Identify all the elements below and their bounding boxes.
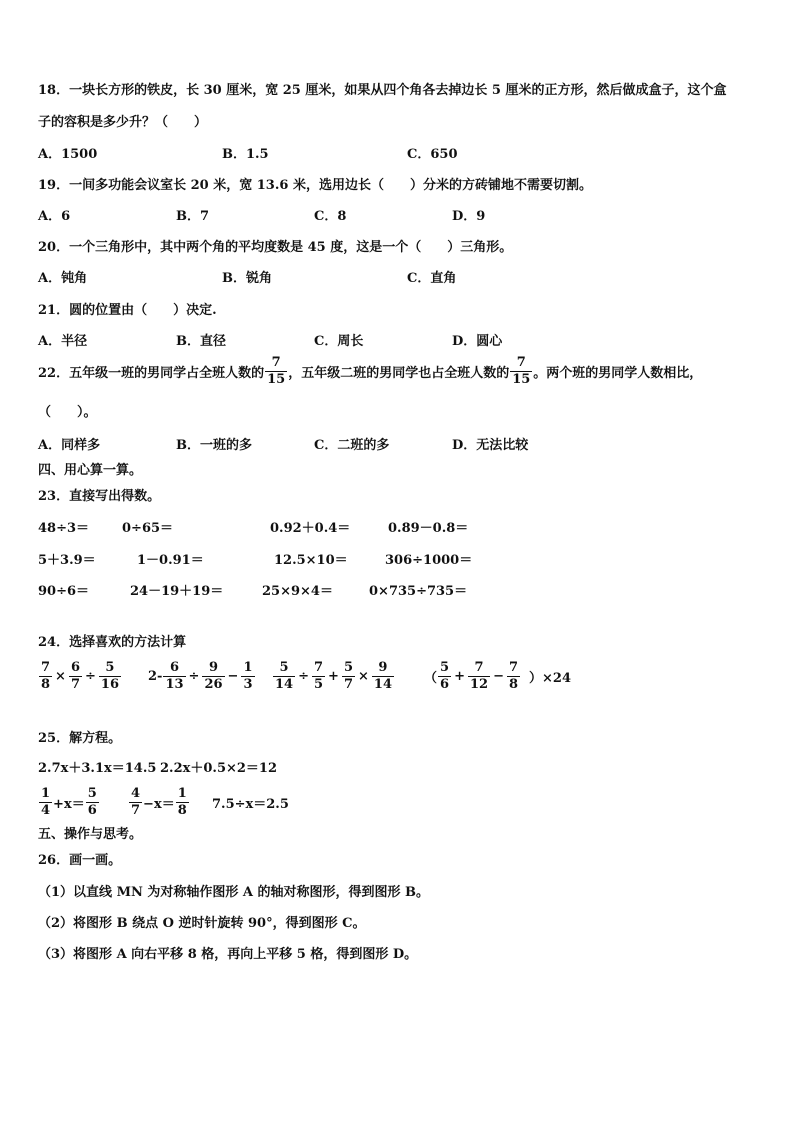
q25-equation: 2.2x＋0.5×2＝12 xyxy=(160,761,278,776)
numerator: 5 xyxy=(87,786,97,801)
prefix: 2- xyxy=(148,669,163,684)
denominator: 6 xyxy=(440,677,450,692)
numerator: 9 xyxy=(372,660,394,677)
numerator: 5 xyxy=(440,660,450,675)
prefix: （ xyxy=(424,671,438,686)
fraction xyxy=(312,660,325,693)
fraction xyxy=(241,660,254,693)
q22-part2: ，五年级二班的男同学也占全班人数的 xyxy=(288,366,510,381)
numerator: 5 xyxy=(273,660,295,677)
numerator: 6 xyxy=(70,660,80,675)
fraction xyxy=(39,660,52,693)
q23-cell: 24－19＋19＝ xyxy=(130,584,224,599)
q18-option-c: C．650 xyxy=(407,147,458,162)
q24-title: 24．选择喜欢的方法计算 xyxy=(38,635,187,650)
q22-fraction-1 xyxy=(265,355,287,388)
denominator: 4 xyxy=(41,803,51,818)
numerator: 7 xyxy=(314,660,324,675)
q25-equation: 7.5÷x＝2.5 xyxy=(212,797,289,812)
q22-option-d: D．无法比较 xyxy=(452,438,529,453)
operator: + xyxy=(454,669,465,684)
operator: + xyxy=(328,669,339,684)
fraction xyxy=(39,786,52,819)
fraction xyxy=(163,660,185,693)
fraction xyxy=(69,660,82,693)
numerator: 9 xyxy=(202,660,224,677)
equation-middle: +x＝ xyxy=(53,797,85,812)
denominator: 26 xyxy=(204,677,223,692)
q22-text-line1 xyxy=(38,355,702,388)
q22-line2: （ ）。 xyxy=(38,405,97,420)
operator: − xyxy=(227,669,239,684)
numerator: 1 xyxy=(177,786,187,801)
q18-option-a: A．1500 xyxy=(38,147,98,162)
q23-cell: 306÷1000＝ xyxy=(385,553,473,568)
q23-title: 23．直接写出得数。 xyxy=(38,489,161,504)
denominator: 7 xyxy=(343,677,353,692)
operator: ÷ xyxy=(188,669,200,684)
fraction xyxy=(86,786,99,819)
denominator: 15 xyxy=(512,372,531,387)
fraction xyxy=(202,660,224,693)
fraction xyxy=(507,660,520,693)
q19-text: 19．一间多功能会议室长 20 米，宽 13.6 米，选用边长（ ）分米的方砖铺地不需要切割。 xyxy=(38,178,592,193)
fraction xyxy=(342,660,355,693)
numerator: 7 xyxy=(508,660,519,675)
q21-option-d: D．圆心 xyxy=(452,334,503,349)
fraction xyxy=(99,660,121,693)
q23-cell: 48÷3＝ xyxy=(38,521,90,536)
q26-item-3: （3）将图形 A 向右平移 8 格，再向上平移 5 格，得到图形 D。 xyxy=(38,947,418,962)
q19-option-a: A．6 xyxy=(38,209,71,224)
numerator: 5 xyxy=(343,660,353,675)
equation-middle: −x＝ xyxy=(143,797,175,812)
denominator: 3 xyxy=(243,677,253,692)
q22-option-a: A．同样多 xyxy=(38,438,101,453)
q19-option-b: B．7 xyxy=(176,209,210,224)
numerator: 4 xyxy=(131,786,141,801)
operator: × xyxy=(358,669,369,684)
q24-expression-1 xyxy=(38,660,122,693)
q25-title: 25．解方程。 xyxy=(38,731,122,746)
q20-option-c: C．直角 xyxy=(407,271,457,286)
q18-option-b: B．1.5 xyxy=(222,147,269,162)
denominator: 7 xyxy=(70,677,80,692)
q23-cell: 0.89－0.8＝ xyxy=(388,521,469,536)
q24-expression-4 xyxy=(424,660,571,693)
q21-option-a: A．半径 xyxy=(38,334,88,349)
operator: × xyxy=(55,669,66,684)
q19-option-c: C．8 xyxy=(314,209,347,224)
denominator: 8 xyxy=(508,677,519,692)
numerator: 6 xyxy=(163,660,185,677)
q23-cell: 90÷6＝ xyxy=(38,584,90,599)
q21-option-c: C．周长 xyxy=(314,334,364,349)
q26-item-2: （2）将图形 B 绕点 O 逆时针旋转 90°，得到图形 C。 xyxy=(38,916,366,931)
fraction xyxy=(129,786,142,819)
suffix: ）×24 xyxy=(529,671,571,686)
denominator: 16 xyxy=(100,677,119,692)
denominator: 5 xyxy=(314,677,324,692)
operator: ÷ xyxy=(298,669,309,684)
q20-option-a: A．钝角 xyxy=(38,271,88,286)
numerator: 7 xyxy=(265,355,287,372)
denominator: 7 xyxy=(131,803,141,818)
q23-cell: 0.92＋0.4＝ xyxy=(270,521,351,536)
denominator: 13 xyxy=(165,677,184,692)
q23-cell: 0÷65＝ xyxy=(122,521,174,536)
numerator: 7 xyxy=(468,660,490,677)
q25-equation-fraction-2 xyxy=(128,786,190,819)
fraction xyxy=(372,660,394,693)
q26-item-1: （1）以直线 MN 为对称轴作图形 A 的轴对称图形，得到图形 B。 xyxy=(38,885,430,900)
fraction xyxy=(468,660,490,693)
q20-option-b: B．锐角 xyxy=(222,271,272,286)
denominator: 14 xyxy=(373,677,392,692)
numerator: 7 xyxy=(510,355,532,372)
q18-line1: 18．一块长方形的铁皮，长 30 厘米，宽 25 厘米，如果从四个角各去掉边长 5 厘米的正方形，然后做成盒子，这个盒 xyxy=(38,83,727,98)
denominator: 8 xyxy=(41,677,51,692)
q19-option-d: D．9 xyxy=(452,209,486,224)
numerator: 5 xyxy=(99,660,121,677)
denominator: 14 xyxy=(275,677,294,692)
operator: ÷ xyxy=(85,669,96,684)
section-5-heading: 五、操作与思考。 xyxy=(38,827,143,842)
q23-cell: 12.5×10＝ xyxy=(274,553,348,568)
fraction xyxy=(438,660,451,693)
q22-fraction-2 xyxy=(510,355,532,388)
q23-cell: 1－0.91＝ xyxy=(137,553,204,568)
section-4-heading: 四、用心算一算。 xyxy=(38,463,143,478)
numerator: 7 xyxy=(41,660,51,675)
q22-option-b: B．一班的多 xyxy=(176,438,252,453)
denominator: 15 xyxy=(267,372,286,387)
numerator: 1 xyxy=(41,786,51,801)
q22-option-c: C．二班的多 xyxy=(314,438,390,453)
q22-part3: 。两个班的男同学人数相比， xyxy=(533,366,703,381)
q20-text: 20．一个三角形中，其中两个角的平均度数是 45 度，这是一个（ ）三角形。 xyxy=(38,240,513,255)
denominator: 8 xyxy=(177,803,187,818)
numerator: 1 xyxy=(243,660,253,675)
q24-expression-3 xyxy=(272,660,395,693)
q25-equation-fraction-1 xyxy=(38,786,100,819)
q23-cell: 5＋3.9＝ xyxy=(38,553,96,568)
operator: − xyxy=(493,669,504,684)
q23-cell: 0×735÷735＝ xyxy=(369,584,468,599)
q21-option-b: B．直径 xyxy=(176,334,226,349)
q26-title: 26．画一画。 xyxy=(38,853,122,868)
q21-text: 21．圆的位置由（ ）决定. xyxy=(38,303,217,318)
q25-equation: 2.7x＋3.1x＝14.5 xyxy=(38,761,157,776)
denominator: 12 xyxy=(469,677,489,692)
fraction xyxy=(273,660,295,693)
q24-expression-2 xyxy=(148,660,256,693)
fraction xyxy=(176,786,189,819)
q23-cell: 25×9×4＝ xyxy=(262,584,333,599)
denominator: 6 xyxy=(87,803,97,818)
q22-part1: 22．五年级一班的男同学占全班人数的 xyxy=(38,366,265,381)
q18-line2: 子的容积是多少升？（ ） xyxy=(38,115,208,130)
